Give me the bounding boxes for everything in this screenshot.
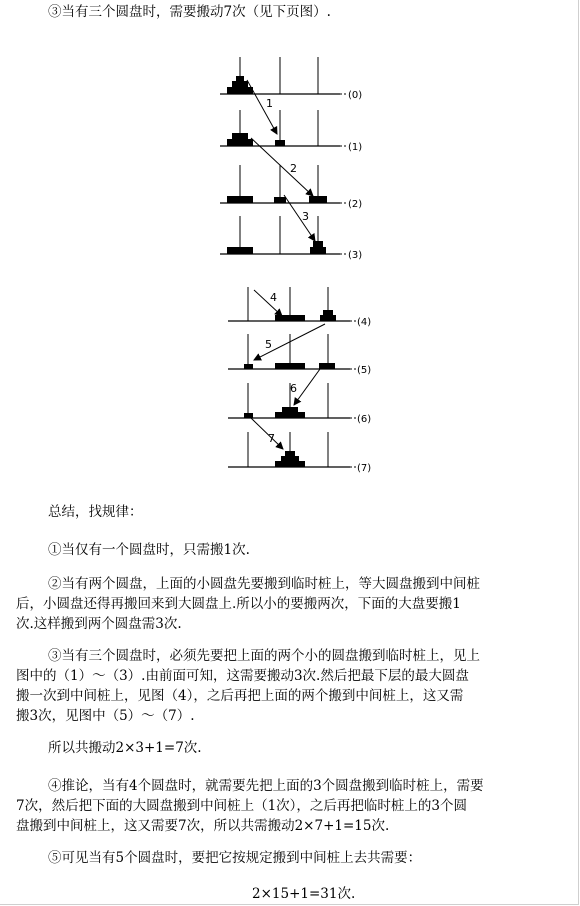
disk-small <box>323 310 333 315</box>
disk-medium <box>232 81 248 87</box>
disk-medium <box>310 247 326 254</box>
summary-heading: 总结，找规律： <box>48 504 143 520</box>
disk-large <box>275 461 305 467</box>
state-label-7: (7) <box>357 463 372 474</box>
paragraph-2-line-1: ②当有两个圆盘，上面的小圆盘先要搬到临时桩上，等大圆盘搬到中间桩 <box>48 576 480 592</box>
paragraph-7: 2×15+1=31次. <box>252 886 356 902</box>
disk-medium <box>319 363 335 369</box>
move-arrow-7 <box>251 418 283 449</box>
disk-small <box>275 140 285 146</box>
paragraph-4: 所以共搬动2×3+1=7次. <box>48 740 202 756</box>
paragraph-2-line-3: 次.这样搬到两个圆盘需3次. <box>16 616 182 632</box>
move-number-6: 6 <box>290 382 297 395</box>
disk-large <box>227 196 253 203</box>
state-label-6: (6) <box>357 414 372 425</box>
state-4 <box>228 287 371 328</box>
state-7 <box>228 418 371 474</box>
disk-large <box>227 139 253 146</box>
state-label-4: (4) <box>357 317 372 328</box>
disk-large <box>275 315 305 321</box>
disk-small <box>313 241 323 247</box>
disk-small <box>236 76 244 81</box>
paragraph-3-line-3: 搬一次到中间桩上，见图（4），之后再把上面的两个搬到中间桩上，这又需 <box>16 688 464 704</box>
paragraph-5 <box>16 776 576 836</box>
paragraph-3-line-1: ③当有三个圆盘时，必须先要把上面的两个小的圆盘搬到临时桩上，见上 <box>48 648 480 664</box>
paragraph-5-line-1: ④推论，当有4个圆盘时，就需要先把上面的3个圆盘搬到临时桩上，需要 <box>48 778 484 794</box>
state-label-1: (1) <box>348 142 363 153</box>
move-arrow-2 <box>251 138 313 196</box>
disk-small <box>274 197 286 203</box>
move-number-7: 7 <box>268 432 275 445</box>
state-0 <box>220 57 362 134</box>
paragraph-2 <box>16 574 576 634</box>
paragraph-5-line-2: 7次，然后把下面的大圆盘搬到中间桩上（1次），之后再把临时桩上的3个圆 <box>16 798 468 814</box>
disk-small <box>244 364 253 369</box>
paragraph-3 <box>16 646 576 726</box>
disk-large <box>275 363 305 369</box>
disk-medium <box>281 456 299 461</box>
paragraph-2-line-2: 后，小圆盘还得再搬回来到大圆盘上.所以小的要搬两次，下面的大盘要搬1 <box>16 596 461 612</box>
disk-medium <box>232 133 248 139</box>
move-number-4: 4 <box>270 291 277 304</box>
hanoi-figure <box>0 40 580 490</box>
state-label-5: (5) <box>357 365 372 376</box>
move-arrow-6 <box>294 369 320 405</box>
paragraph-6: ⑤可见当有5个圆盘时，要把它按规定搬到中间桩上去共需要： <box>48 850 422 866</box>
state-5 <box>228 324 371 376</box>
disk-medium <box>320 315 336 321</box>
move-number-2: 2 <box>290 162 297 175</box>
state-3 <box>220 216 362 261</box>
state-label-2: (2) <box>348 199 363 210</box>
paragraph-3-line-2: 图中的（1）～（3）.由前面可知，这需要搬动3次.然后把最下层的最大圆盘 <box>16 668 469 684</box>
disk-large <box>275 412 305 418</box>
move-number-5: 5 <box>265 338 272 351</box>
disk-large <box>227 87 253 94</box>
move-number-3: 3 <box>302 210 309 223</box>
move-arrow-4 <box>254 290 282 316</box>
intro-text: ③当有三个圆盘时，需要搬动7次（见下页图）. <box>48 4 331 20</box>
paragraph-3-line-4: 搬3次，见图中（5）～（7）. <box>16 708 195 724</box>
state-label-3: (3) <box>348 250 363 261</box>
state-2 <box>220 165 362 241</box>
state-6 <box>228 369 371 425</box>
disk-medium <box>282 407 298 412</box>
state-label-0: (0) <box>348 90 363 101</box>
disk-small <box>285 451 295 456</box>
paragraph-5-line-3: 盘搬到中间桩上，这又需要7次，所以共需搬动2×7+1=15次. <box>16 818 390 834</box>
move-number-1: 1 <box>266 97 273 110</box>
paragraph-1: ①当仅有一个圆盘时，只需搬1次. <box>48 542 250 558</box>
disk-large <box>227 247 253 254</box>
disk-medium <box>309 196 327 203</box>
state-1 <box>220 110 362 196</box>
disk-small <box>244 413 253 418</box>
